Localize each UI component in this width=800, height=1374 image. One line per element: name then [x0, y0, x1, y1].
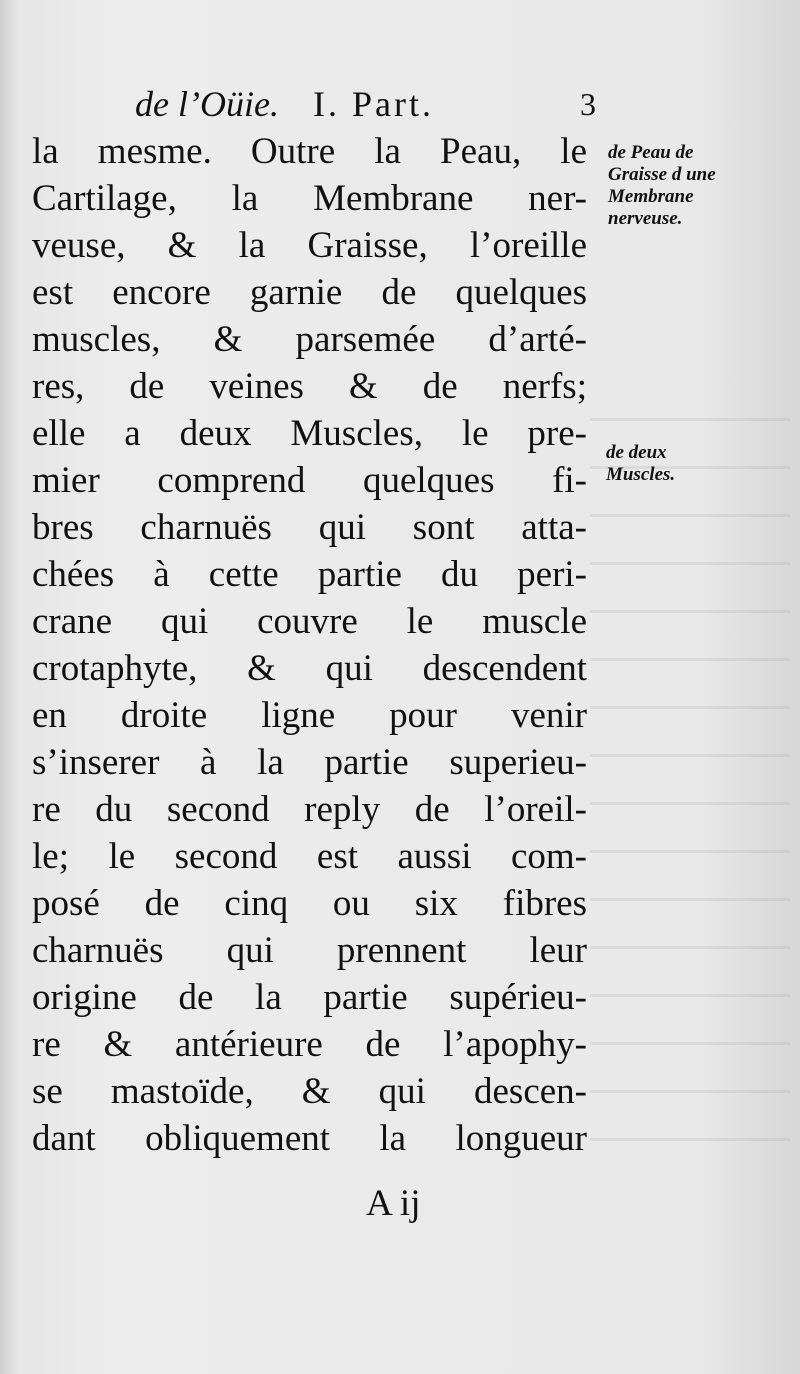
margin-note-line: de Peau de [608, 142, 694, 163]
text-line: bres charnuës qui sont atta- [32, 507, 587, 548]
text-line: crane qui couvre le muscle [32, 601, 587, 642]
text-line: est encore garnie de quelques [32, 272, 587, 313]
text-line: muscles, & parsemée d’arté- [32, 319, 587, 360]
text-line: elle a deux Muscles, le pre- [32, 413, 587, 454]
margin-note-line: nerveuse. [608, 208, 683, 229]
text-line: charnuës qui prennent leur [32, 930, 587, 971]
margin-note-line: de deux [606, 442, 667, 463]
text-line: chées à cette partie du peri- [32, 554, 587, 595]
text-line: re du second reply de l’oreil- [32, 789, 587, 830]
part-label: I. Part. [313, 84, 434, 124]
running-header [135, 80, 605, 128]
text-line: origine de la partie supérieu- [32, 977, 587, 1018]
text-line: mier comprend quelques fi- [32, 460, 587, 501]
text-line: s’inserer à la partie superieu- [32, 742, 587, 783]
show-through-text [590, 380, 790, 1180]
margin-note [606, 442, 675, 486]
page-number: 3 [580, 86, 596, 122]
text-line: posé de cinq ou six fibres [32, 883, 587, 924]
margin-note-line: Graisse d une [608, 164, 716, 185]
signature-mark: A ij [366, 1183, 421, 1224]
margin-note [608, 142, 716, 230]
text-line: dant obliquement la longueur [32, 1118, 587, 1159]
text-line: crotaphyte, & qui descendent [32, 648, 587, 689]
main-text [32, 128, 587, 1162]
margin-note-line: Muscles. [606, 464, 676, 485]
text-line: le; le second est aussi com- [32, 836, 587, 877]
text-line: la mesme. Outre la Peau, le [32, 131, 587, 172]
text-line: res, de veines & de nerfs; [32, 366, 587, 407]
text-line: re & antérieure de l’apophy- [32, 1024, 587, 1065]
text-line: se mastoïde, & qui descen- [32, 1071, 587, 1112]
running-title: de l’Oüie. [135, 84, 279, 124]
margin-note-line: Membrane [608, 186, 694, 207]
text-line: Cartilage, la Membrane ner- [32, 178, 587, 219]
text-line: veuse, & la Graisse, l’oreille [32, 225, 587, 266]
text-line: en droite ligne pour venir [32, 695, 587, 736]
